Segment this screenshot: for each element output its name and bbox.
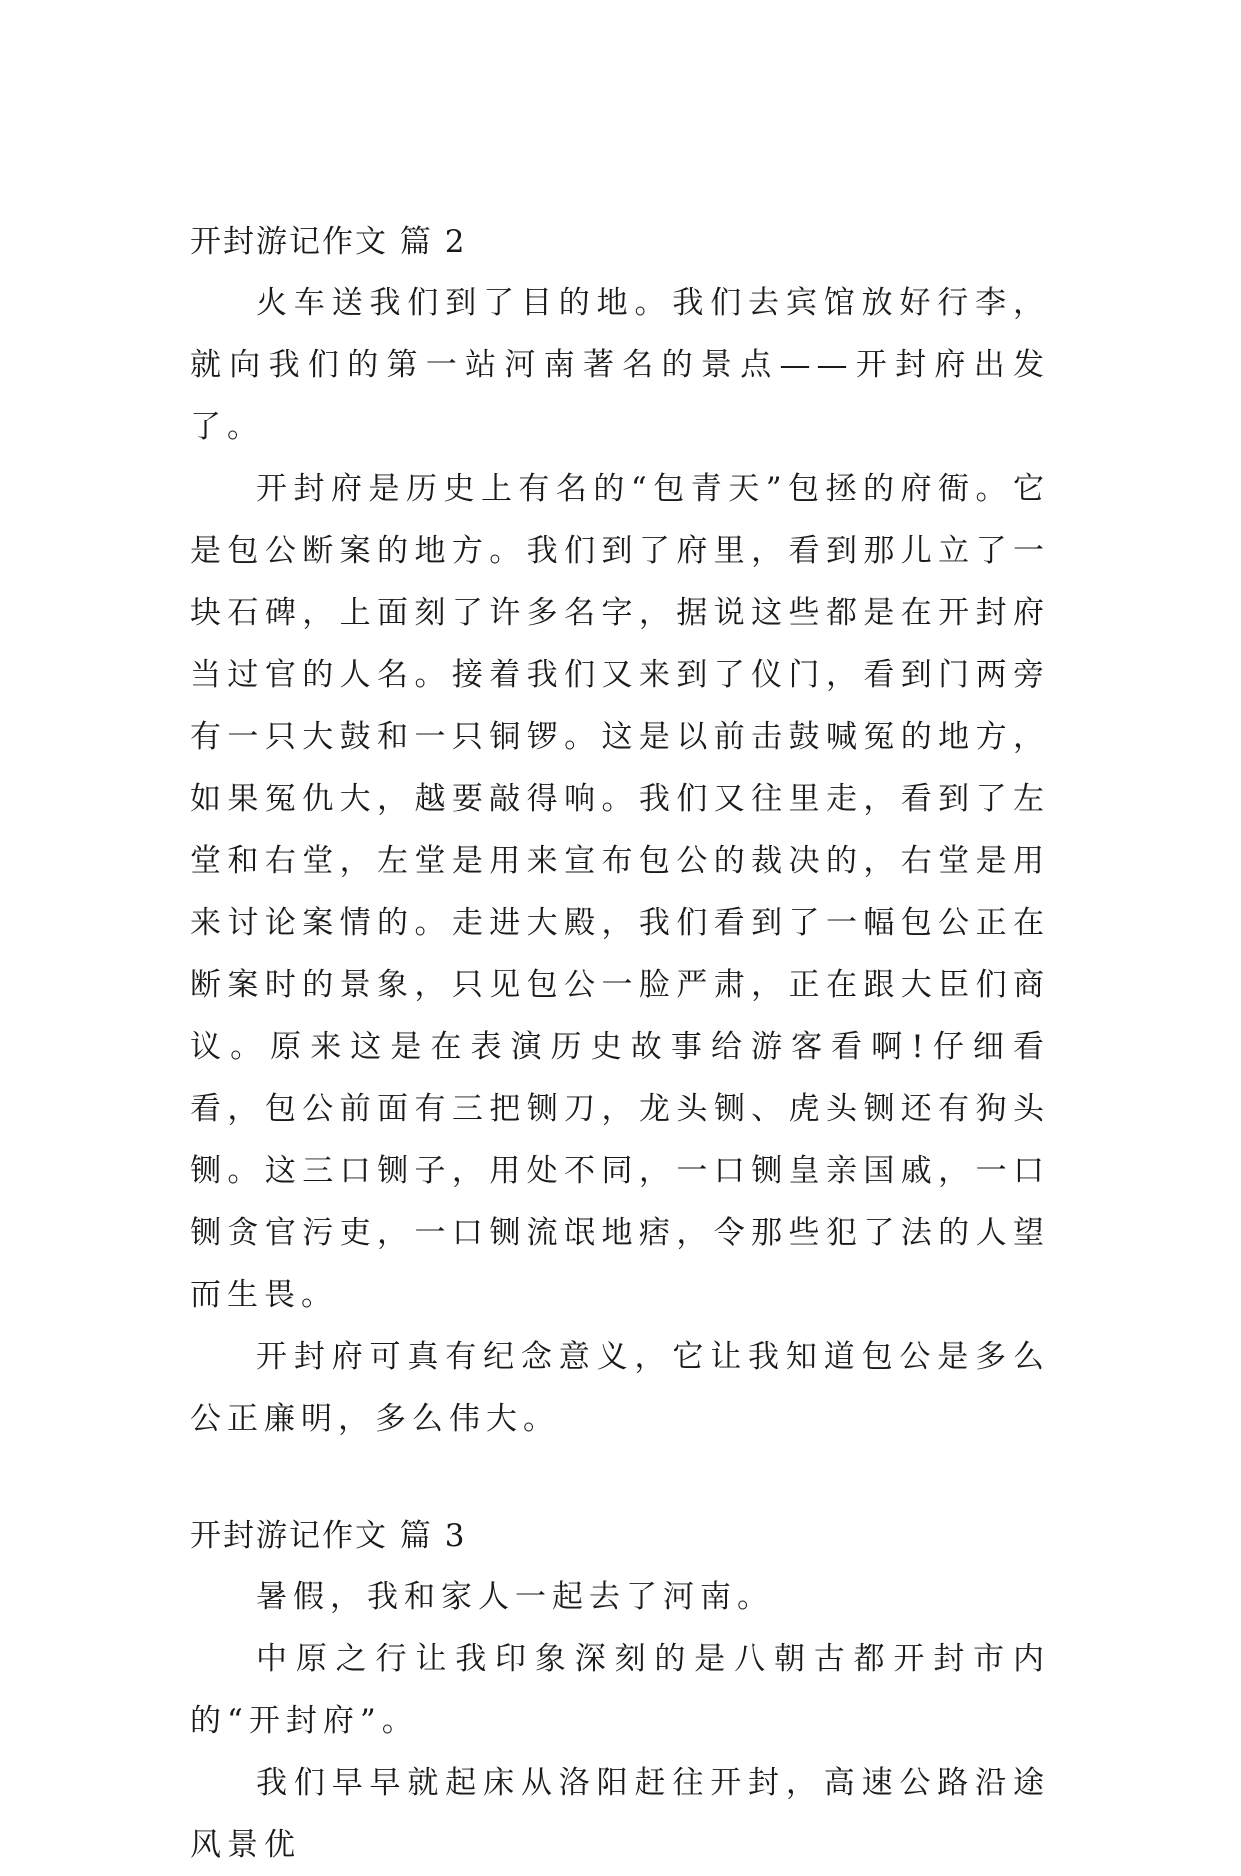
paragraph: 我们早早就起床从洛阳赶往开封，高速公路沿途风景优: [190, 1765, 1050, 1863]
paragraph: 暑假，我和家人一起去了河南。: [256, 1579, 774, 1615]
paragraph: 开封府可真有纪念意义，它让我知道包公是多么公正廉明，多么伟大。: [190, 1339, 1050, 1437]
paragraph: 中原之行让我印象深刻的是八朝古都开封市内的“开封府”。: [190, 1641, 1050, 1739]
section-title: 开封游记作文 篇 3: [190, 1518, 467, 1554]
section-title: 开封游记作文 篇 2: [190, 224, 467, 260]
article-section-3: [190, 1512, 1050, 1876]
article-section-2: [190, 218, 1050, 1450]
section-spacer: [190, 1450, 1050, 1512]
document-page: [190, 218, 1050, 1876]
paragraph: 火车送我们到了目的地。我们去宾馆放好行李，就向我们的第一站河南著名的景点——开封府出发了。: [190, 285, 1050, 445]
paragraph: 开封府是历史上有名的“包青天”包拯的府衙。它是包公断案的地方。我们到了府里，看到那儿立了一块石碑，上面刻了许多名字，据说这些都是在开封府当过官的人名。接着我们又来到了仪门，看到门两旁有一只大鼓和一只铜锣。这是以前击鼓喊冤的地方，如果冤仇大，越要敲得响。我们又往里走，看到了左堂和右堂，左堂是用来宣布包公的裁决的，右堂是用来讨论案情的。走进大殿，我们看到了一幅包公正在断案时的景象，只见包公一脸严肃，正在跟大臣们商议。原来这是在表演历史故事给游客看啊!仔细看看，包公前面有三把铡刀，龙头铡、虎头铡还有狗头铡。这三口铡子，用处不同，一口铡皇亲国戚，一口铡贪官污吏，一口铡流氓地痞，令那些犯了法的人望而生畏。: [190, 471, 1050, 1313]
